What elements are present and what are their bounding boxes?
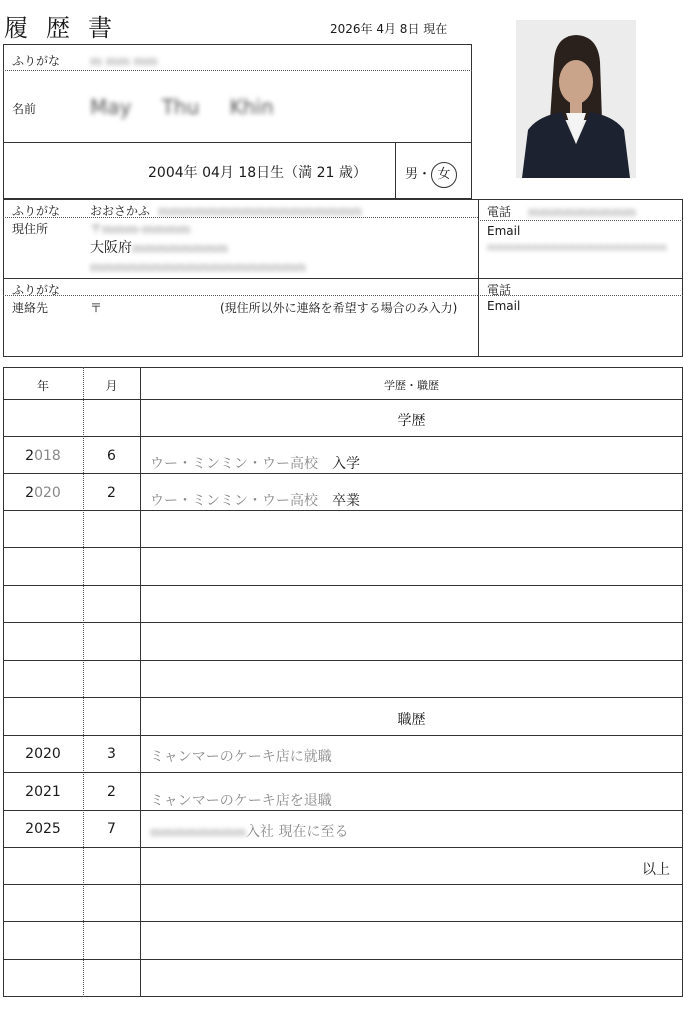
- phone-value: ｍｍｍｍｍｍｍｍｍ: [528, 205, 637, 219]
- col-year-header: 年: [36, 379, 49, 393]
- table-row-content: [150, 490, 360, 510]
- prefecture-text: 大阪府: [90, 240, 132, 256]
- table-row-month: 3: [107, 746, 116, 762]
- email-value: ｍｍｍｍｍｍｍｍｍｍｍｍｍｍｍｍｍｍｍｍ: [487, 243, 668, 253]
- table-row-content: ミャンマーのケーキ店に就職: [150, 749, 332, 765]
- end-mark: 以上: [642, 862, 670, 878]
- birth-date: 2004年 04月 18日生（満 21 歳）: [148, 165, 367, 181]
- company-redacted: ｍｍｍｍｍｍｍｍ: [150, 825, 247, 839]
- col-month-header: 月: [105, 379, 118, 393]
- work-heading: 職歴: [397, 712, 426, 728]
- contact-label: 連絡先: [12, 301, 49, 315]
- profile-photo: [516, 20, 636, 178]
- address-furigana-label: ふりがな: [12, 204, 61, 218]
- postal-code: 〒ｍｍｍ-ｍｍｍｍ: [90, 222, 191, 236]
- table-row-month: 6: [107, 448, 116, 464]
- table-row-content: ミャンマーのケーキ店を退職: [150, 793, 332, 809]
- edu-status: 入学: [332, 456, 360, 472]
- address-line2-redacted: ｍｍｍｍｍｍｍｍｍｍｍｍｍｍｍｍｍｍ: [90, 260, 307, 274]
- school-name: ウー・ミンミン・ウー高校: [150, 493, 318, 509]
- address-line1-redacted: ｍｍｍｍｍｍｍｍ: [132, 241, 229, 255]
- year-rest: 018: [34, 448, 61, 464]
- table-row-month: 7: [107, 821, 116, 837]
- year-digit: 2: [25, 448, 35, 464]
- job-text: 入社 現在に至る: [246, 824, 349, 840]
- table-row-year: [3, 448, 83, 464]
- address-prefecture: [90, 237, 228, 257]
- contact-postal-mark: 〒: [90, 301, 103, 315]
- table-row-month: 2: [107, 485, 116, 501]
- phone-label: 電話: [487, 205, 512, 219]
- table-row-content: [150, 821, 348, 841]
- table-row-year: 2025: [25, 821, 61, 837]
- education-heading: 学歴: [397, 413, 426, 429]
- contact-furigana-label: ふりがな: [12, 283, 61, 297]
- contact-email-label: Email: [487, 299, 521, 313]
- year-digit: 2: [25, 485, 35, 501]
- year-rest: 020: [34, 485, 61, 501]
- address-furigana-value: おおさかふ: [90, 204, 151, 218]
- sex-field: [405, 162, 457, 188]
- sex-male: 男・: [405, 167, 432, 182]
- email-label: Email: [487, 224, 521, 238]
- table-row-year: [3, 485, 83, 501]
- table-row-year: 2021: [25, 784, 61, 800]
- name-value: May Thu Khin: [90, 95, 274, 119]
- document-title: 履歴書: [4, 14, 130, 42]
- address-label: 現住所: [12, 222, 49, 236]
- edu-status: 卒業: [332, 493, 360, 509]
- furigana-label: ふりがな: [12, 54, 61, 68]
- person-silhouette-icon: [516, 20, 636, 178]
- table-row-month: 2: [107, 784, 116, 800]
- table-row-content: [150, 453, 360, 473]
- address-furigana-redacted: ｍｍｍｍｍｍｍｍｍｍｍｍｍｍｍｍｍ: [158, 204, 363, 218]
- furigana-value: ｍ ｍｍ ｍｍ: [90, 54, 158, 68]
- table-row-year: 2020: [25, 746, 61, 762]
- col-content-header: 学歴・職歴: [384, 379, 439, 392]
- contact-note: (現住所以外に連絡を希望する場合のみ入力): [220, 301, 458, 315]
- contact-phone-label: 電話: [487, 283, 512, 297]
- name-label: 名前: [12, 102, 37, 116]
- sex-female-circled: 女: [431, 162, 457, 188]
- document-date: 2026年 4月 8日 現在: [330, 22, 448, 36]
- school-name: ウー・ミンミン・ウー高校: [150, 456, 318, 472]
